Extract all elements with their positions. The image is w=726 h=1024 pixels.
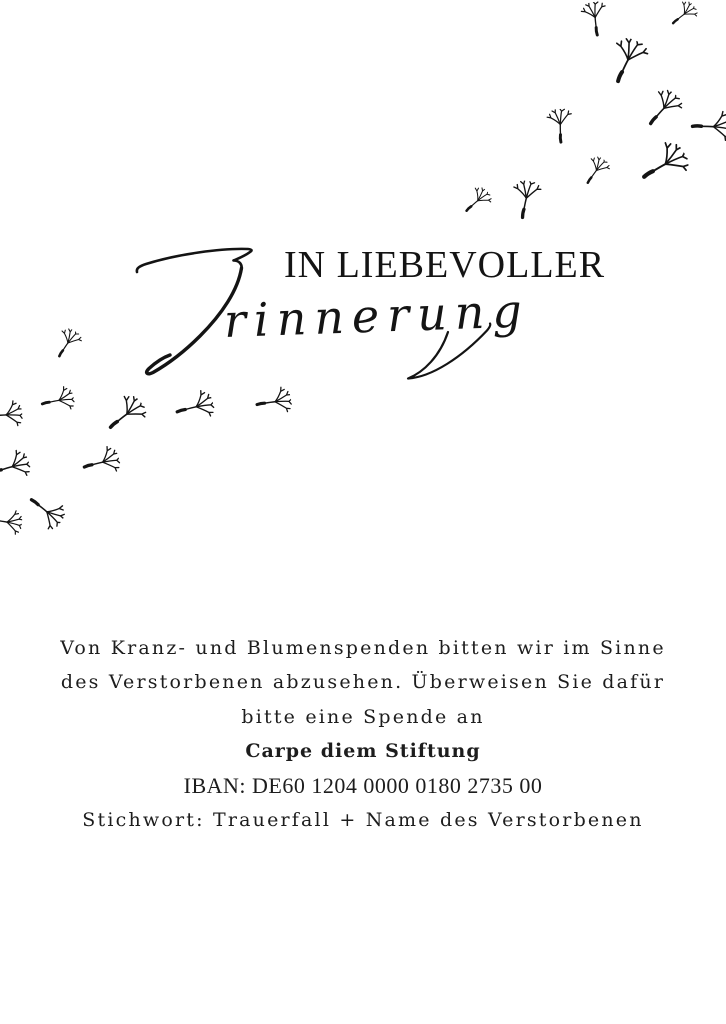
dandelion-seed-icon <box>637 85 686 136</box>
dandelion-seed-icon <box>508 179 543 222</box>
donation-line-2: des Verstorbenen abzusehen. Überweisen Sie dafür <box>60 671 666 694</box>
dandelion-seed-icon <box>665 0 701 33</box>
dandelion-seed-icon <box>632 136 694 195</box>
dandelion-seed-icon <box>0 508 23 537</box>
dandelion-seed-icon <box>37 384 76 418</box>
dandelion-seed-icon <box>171 387 217 428</box>
dandelion-seed-icon <box>0 446 33 488</box>
dandelion-seed-icon <box>579 0 612 39</box>
title-script-rest: rinnerung <box>223 283 531 348</box>
dandelion-seed-icon <box>252 385 293 420</box>
dandelion-seed-icon <box>78 443 123 482</box>
memorial-message <box>0 631 726 837</box>
organization-name: Carpe diem Stiftung <box>245 740 481 763</box>
dandelion-seed-icon <box>577 153 612 191</box>
dandelion-seed-icon <box>690 110 726 143</box>
dandelion-seed-icon <box>49 325 85 364</box>
dandelion-seed-icon <box>602 34 653 91</box>
dandelion-seed-icon <box>99 390 151 442</box>
title-line-serif: IN LIEBEVOLLER <box>284 244 606 286</box>
donation-line-1: Von Kranz- und Blumenspenden bitten wir im Sinne <box>60 637 666 659</box>
dandelion-seed-icon <box>545 108 575 145</box>
dandelion-seed-icon <box>0 399 24 432</box>
keyword-line: Stichwort: Trauerfall + Name des Verstorbenen <box>82 809 644 832</box>
iban-line: IBAN: DE60 1204 0000 0180 2735 00 <box>183 772 543 798</box>
dandelion-seed-icon <box>20 487 69 534</box>
dandelion-seed-icon <box>457 183 494 220</box>
donation-line-3: bitte eine Spende an <box>241 705 485 728</box>
